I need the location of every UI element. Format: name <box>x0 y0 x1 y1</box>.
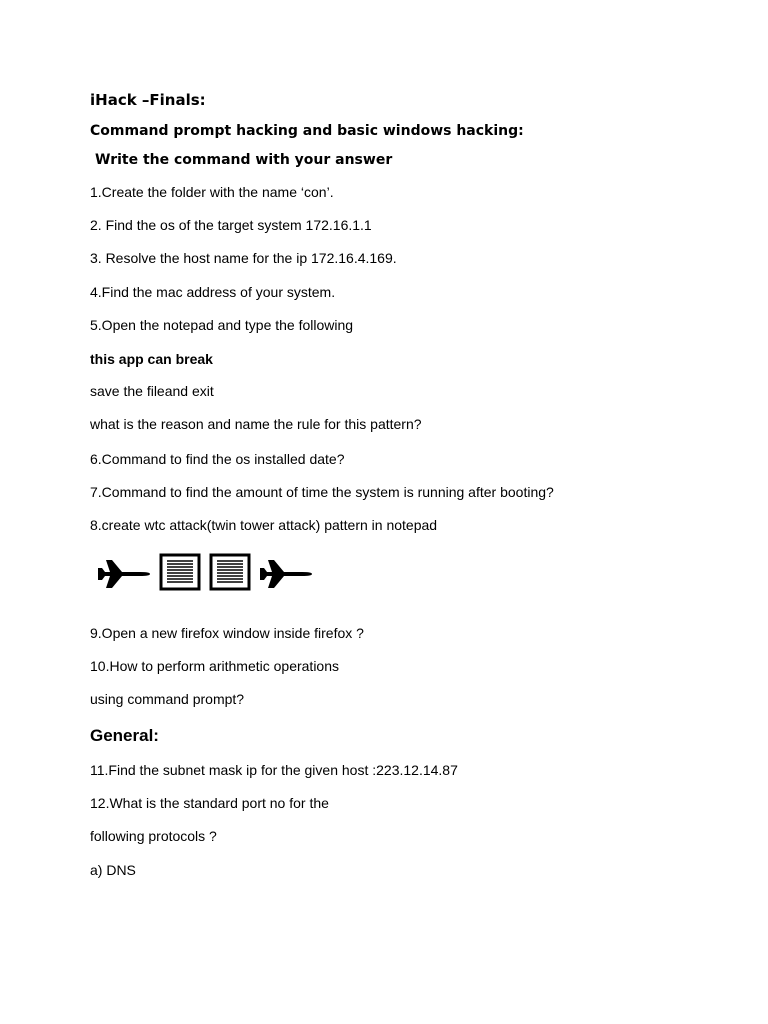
question-10-continued: using command prompt? <box>90 691 245 707</box>
question-4: 4.Find the mac address of your system. <box>90 284 336 300</box>
question-1: 1.Create the folder with the name ‘con’. <box>90 184 334 200</box>
tower-icon <box>158 552 202 592</box>
question-3: 3. Resolve the host name for the ip 172.16.4.169. <box>90 250 397 266</box>
question-5: 5.Open the notepad and type the following <box>90 317 354 333</box>
airplane-icon <box>96 552 152 592</box>
question-9: 9.Open a new firefox window inside firefox ? <box>90 625 364 641</box>
question-7: 7.Command to find the amount of time the system is running after booting? <box>90 484 554 500</box>
question-5-followup-1: save the fileand exit <box>90 383 214 399</box>
wtc-pattern <box>96 552 326 592</box>
document-title: iHack –Finals: <box>90 91 206 109</box>
question-12: 12.What is the standard port no for the <box>90 795 329 811</box>
question-2: 2. Find the os of the target system 172.16.1.1 <box>90 217 372 233</box>
question-8: 8.create wtc attack(twin tower attack) pattern in notepad <box>90 517 438 533</box>
question-11: 11.Find the subnet mask ip for the given host :223.12.14.87 <box>90 762 458 778</box>
question-5-followup-2: what is the reason and name the rule for this pattern? <box>90 416 422 432</box>
tower-icon <box>208 552 252 592</box>
question-6: 6.Command to find the os installed date? <box>90 451 345 467</box>
instruction-text: Write the command with your answer <box>95 152 393 168</box>
notepad-phrase: this app can break <box>90 351 213 367</box>
question-12-continued: following protocols ? <box>90 828 217 844</box>
airplane-icon <box>258 552 314 592</box>
question-12a: a) DNS <box>90 862 136 878</box>
question-10: 10.How to perform arithmetic operations <box>90 658 339 674</box>
section-heading-command-prompt: Command prompt hacking and basic windows hacking: <box>90 123 524 139</box>
section-heading-general: General: <box>90 726 159 745</box>
